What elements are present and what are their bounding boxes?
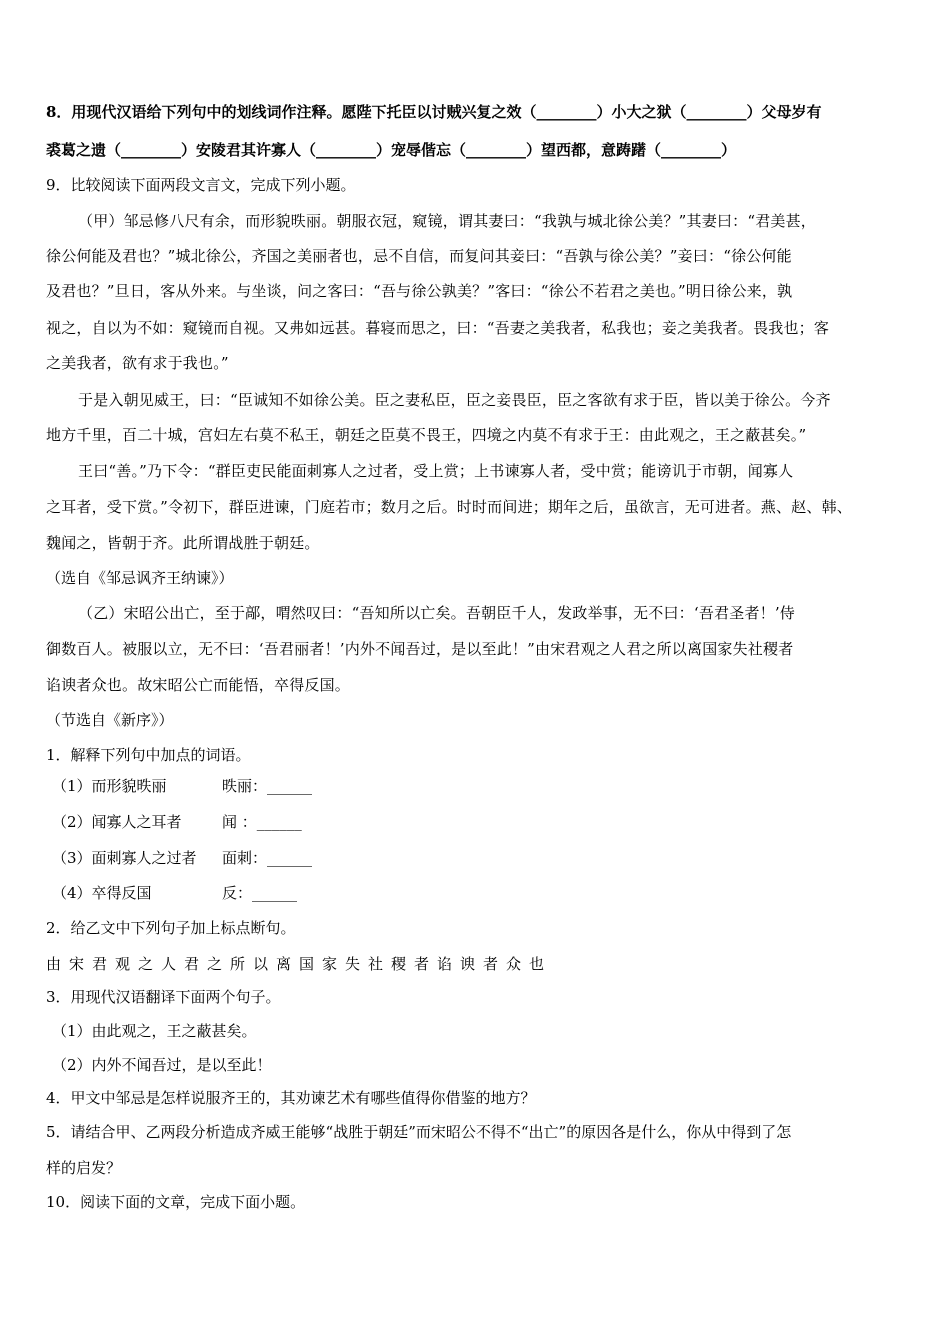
definition-sentence: （3）面刺寡人之过者 bbox=[52, 849, 197, 867]
definition-item bbox=[52, 812, 302, 832]
sub3-title: 3．用现代汉语翻译下面两个句子。 bbox=[46, 988, 281, 1006]
passage-jia-line: 地方千里，百二十城，宫妇左右莫不私王，朝廷之臣莫不畏王，四境之内莫不有求于王：由此观之，王之蔽甚矣。” bbox=[46, 426, 807, 444]
passage-jia-line: 之耳者，受下赏。”令初下，群臣进谏，门庭若市；数月之后。时时而间进；期年之后，虽欲言，无可进者。燕、赵、韩、 bbox=[46, 498, 852, 516]
passage-jia-line: 于是入朝见威王，曰：“臣诚知不如徐公美。臣之妻私臣，臣之妾畏臣，臣之客欲有求于臣，皆以美于徐公。今齐 bbox=[78, 391, 831, 409]
passage-jia-line: 之美我者，欲有求于我也。” bbox=[46, 354, 229, 372]
sub3-item: （2）内外不闻吾过，是以至此！ bbox=[52, 1056, 272, 1074]
passage-jia-line: 徐公何能及君也？”城北徐公，齐国之美丽者也，忌不自信，而复问其妾曰：“吾孰与徐公美？”妾曰：“徐公何能 bbox=[46, 247, 792, 265]
sub3-item: （1）由此观之，王之蔽甚矣。 bbox=[52, 1022, 257, 1040]
definition-item bbox=[52, 848, 313, 868]
definition-answer: 昳丽：______ bbox=[222, 777, 313, 795]
passage-yi-source: （节选自《新序》） bbox=[46, 711, 174, 729]
passage-jia-line: （甲）邹忌修八尺有余，而形貌昳丽。朝服衣冠，窥镜，谓其妻曰：“我孰与城北徐公美？”其妻曰：“君美甚， bbox=[78, 212, 817, 230]
sub2-title: 2．给乙文中下列句子加上标点断句。 bbox=[46, 919, 296, 937]
definition-sentence: （2）闻寡人之耳者 bbox=[52, 813, 182, 831]
definition-answer: 面刺：______ bbox=[222, 849, 313, 867]
passage-jia-source: （选自《邹忌讽齐王纳谏》） bbox=[46, 569, 234, 587]
definition-answer: 闻 ：______ bbox=[222, 813, 302, 831]
sub4-question: 4．甲文中邹忌是怎样说服齐王的，其劝谏艺术有哪些值得你借鉴的地方？ bbox=[46, 1089, 536, 1107]
definition-answer: 反：______ bbox=[222, 884, 298, 902]
q9-intro: 9．比较阅读下面两段文言文，完成下列小题。 bbox=[46, 176, 356, 194]
definition-sentence: （1）而形貌昳丽 bbox=[52, 777, 167, 795]
q8-line-1: 8．用现代汉语给下列句中的划线词作注释。愿陛下托臣以讨贼兴复之效（________）小大之狱（________）父母岁有 bbox=[46, 103, 822, 121]
sub1-title: 1．解释下列句中加点的词语。 bbox=[46, 746, 251, 764]
passage-jia-line: 及君也？”旦日，客从外来。与坐谈，问之客曰：“吾与徐公孰美？”客曰：“徐公不若君之美也。”明日徐公来，孰 bbox=[46, 282, 793, 300]
passage-yi-line: 御数百人。被服以立，无不曰：‘吾君丽者！’内外不闻吾过，是以至此！”由宋君观之人君之所以离国家失社稷者 bbox=[46, 640, 794, 658]
q10-intro: 10．阅读下面的文章，完成下面小题。 bbox=[46, 1193, 306, 1211]
sub2-sentence: 由宋君观之人君之所以离国家失社稷者谄谀者众也 bbox=[46, 955, 553, 973]
passage-jia-line: 魏闻之，皆朝于齐。此所谓战胜于朝廷。 bbox=[46, 534, 320, 552]
definition-item bbox=[52, 776, 313, 796]
sub5-line: 样的启发？ bbox=[46, 1159, 122, 1177]
definition-sentence: （4）卒得反国 bbox=[52, 884, 152, 902]
passage-jia-line: 视之，自以为不如：窥镜而自视。又弗如远甚。暮寝而思之，曰：“吾妻之美我者，私我也；妾之美我者。畏我也；客 bbox=[46, 319, 830, 337]
passage-jia-line: 王曰“善。”乃下令：“群臣吏民能面刺寡人之过者，受上赏；上书谏寡人者，受中赏；能谤讥于市朝，闻寡人 bbox=[78, 462, 794, 480]
passage-yi-line: （乙）宋昭公出亡，至于鄗，喟然叹曰：“吾知所以亡矣。吾朝臣千人，发政举事，无不曰：‘吾君圣者！’侍 bbox=[78, 604, 796, 622]
passage-yi-line: 谄谀者众也。故宋昭公亡而能悟，卒得反国。 bbox=[46, 676, 351, 694]
sub5-line: 5．请结合甲、乙两段分析造成齐威王能够“战胜于朝廷”而宋昭公不得不“出亡”的原因各是什么，你从中得到了怎 bbox=[46, 1123, 792, 1141]
definition-item bbox=[52, 883, 298, 903]
q8-line-2: 裘葛之遗（________）安陵君其许寡人（________）宠辱偕忘（________）望西都，意踌躇（________） bbox=[46, 141, 737, 159]
